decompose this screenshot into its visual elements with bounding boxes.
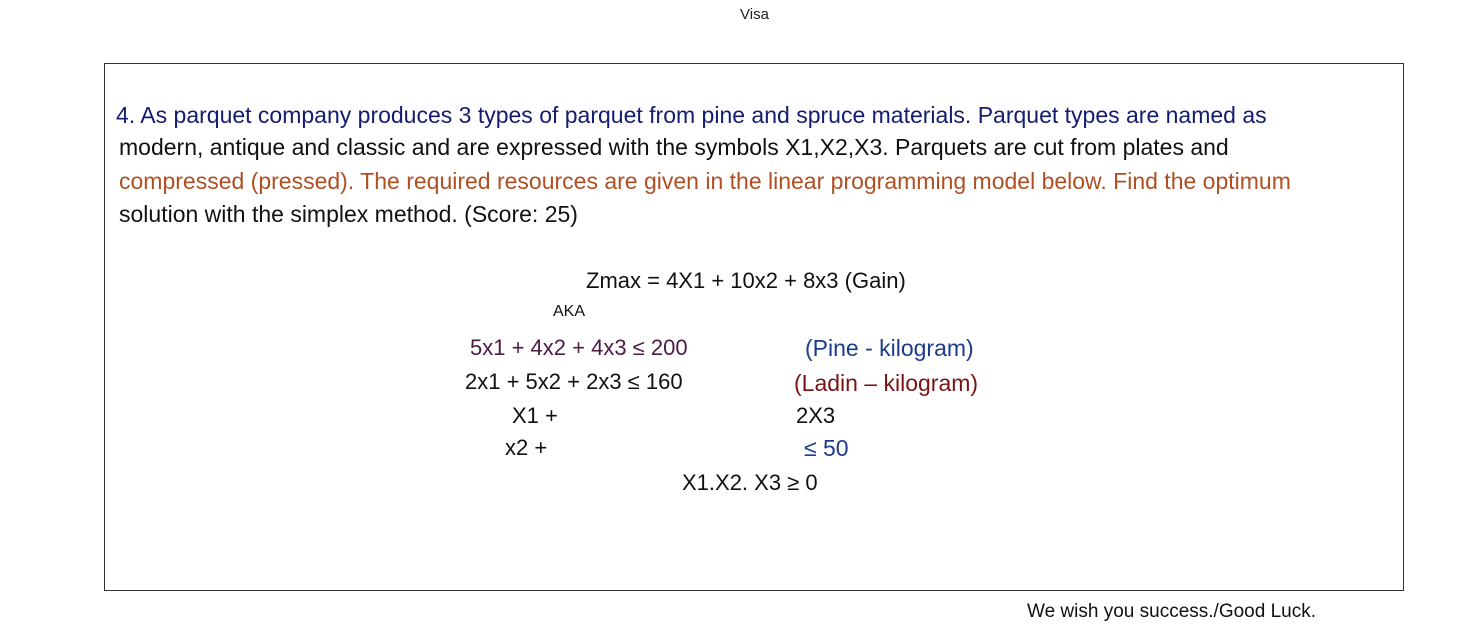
question-line-1: 4. As parquet company produces 3 types of parquet from pine and spruce materials. Parquet types are named as: [116, 102, 1267, 128]
question-line-3: compressed (pressed). The required resources are given in the linear programming model below. Find the optimum: [119, 168, 1291, 194]
non-negativity-constraint: X1.X2. X3 ≥ 0: [682, 470, 818, 495]
page-header: Visa: [740, 6, 769, 23]
question-line-2: modern, antique and classic and are expressed with the symbols X1,X2,X3. Parquets are cut from plates and: [119, 134, 1229, 160]
constraint-2-lhs: 2x1 + 5x2 + 2x3 ≤ 160: [465, 369, 683, 394]
constraint-3-rhs: 2X3: [796, 403, 836, 428]
constraint-4-lhs: x2 +: [505, 435, 548, 460]
constraint-2-resource: (Ladin – kilogram): [794, 370, 979, 396]
constraint-3-lhs: X1 +: [512, 403, 558, 428]
objective-function: Zmax = 4X1 + 10x2 + 8x3 (Gain): [586, 268, 906, 293]
footer-message: We wish you success./Good Luck.: [1027, 601, 1316, 622]
question-line-4: solution with the simplex method. (Score: 25): [119, 201, 578, 227]
constraint-1-lhs: 5x1 + 4x2 + 4x3 ≤ 200: [470, 335, 688, 360]
constraint-4-rhs: ≤ 50: [804, 435, 849, 461]
aka-label: AKA: [553, 303, 586, 320]
constraint-1-resource: (Pine - kilogram): [805, 335, 974, 361]
